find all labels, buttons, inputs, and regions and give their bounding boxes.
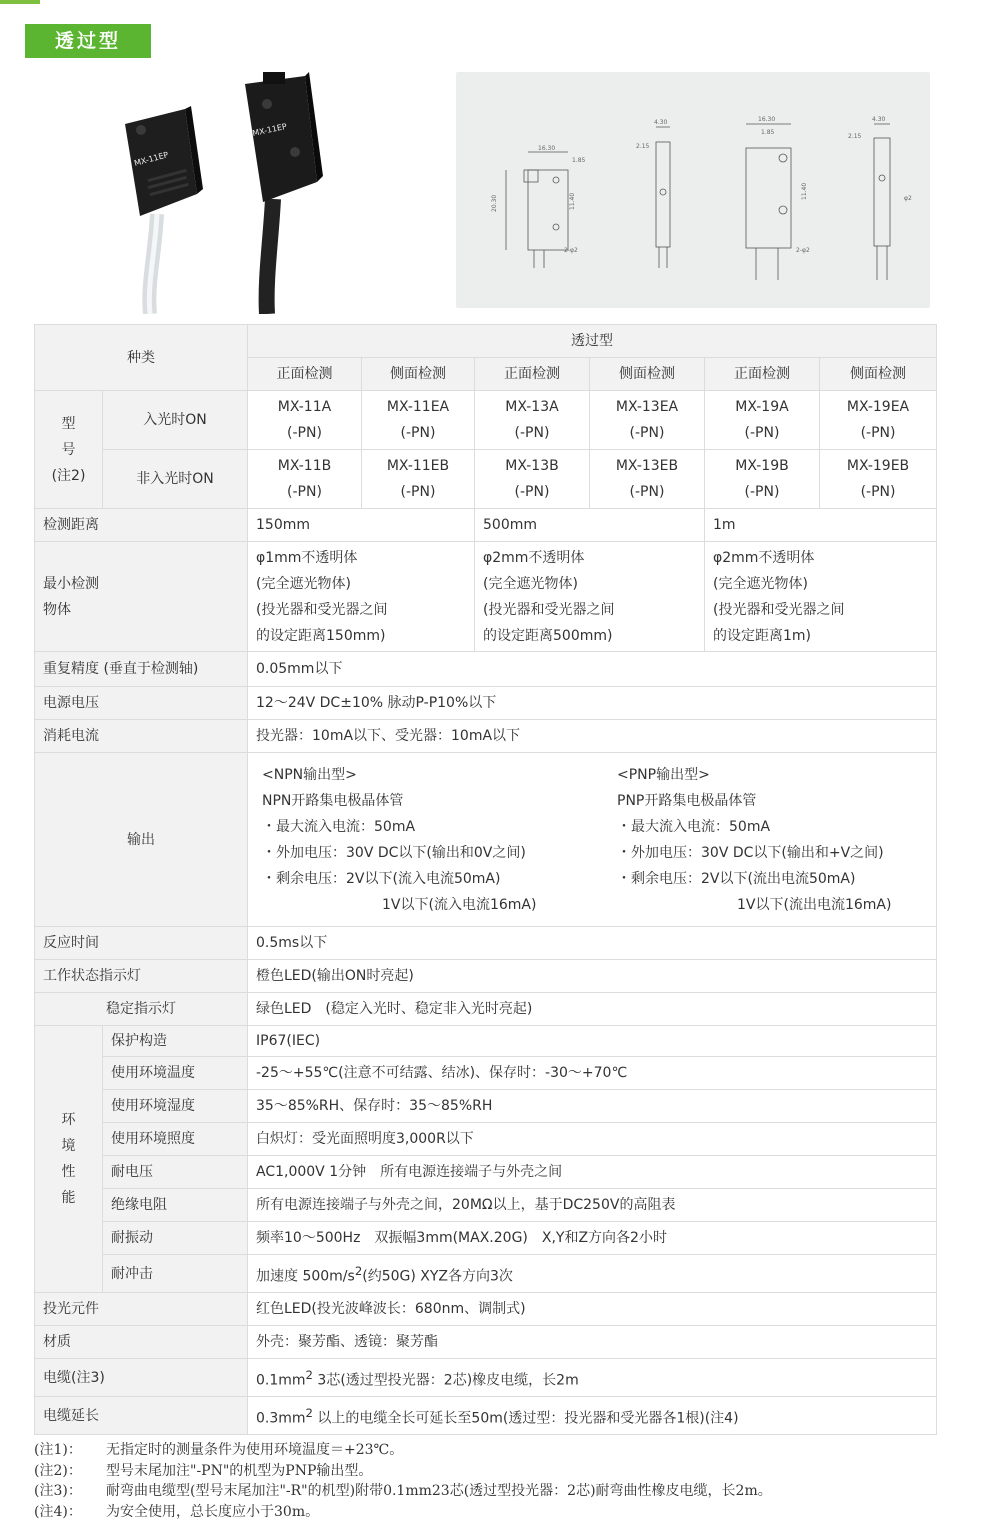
svg-text:2-φ2: 2-φ2 (796, 247, 810, 254)
cable-ext-value: $0.3mm^2$ 以上的电缆全长可延长至50m(透过型：投光器和受光器各1根)(注4) (248, 1397, 937, 1435)
light-on-label: 入光时ON (103, 391, 248, 450)
env-row-label: 耐振动 (103, 1222, 248, 1255)
material-value: 外壳：聚芳酯、透镜：聚芳酯 (248, 1326, 937, 1359)
env-row-value: AC1,000V 1分钟 所有电源连接端子与外壳之间 (248, 1156, 937, 1189)
right-cable (267, 199, 273, 314)
sub-header: 正面检测 (475, 358, 590, 391)
sub-header: 正面检测 (248, 358, 362, 391)
env-row-label: 使用环境温度 (103, 1057, 248, 1090)
right-sensor-body (245, 76, 317, 202)
model-cell: MX-13EA (-PN) (590, 391, 705, 450)
model-cell: MX-13B (-PN) (475, 450, 590, 509)
top-accent-line (0, 0, 40, 4)
model-cell: MX-19EB (-PN) (820, 450, 937, 509)
dark-on-label: 非入光时ON (103, 450, 248, 509)
min-object-value: φ1mm不透明体 (完全遮光物体) (投光器和受光器之间 的设定距离150mm) (248, 542, 475, 652)
shock-label: 耐冲击 (103, 1255, 248, 1293)
shock-value: 加速度 $500m/s^2$(约50G) XYZ各方向3次 (248, 1255, 937, 1293)
sub-header: 侧面检测 (590, 358, 705, 391)
footnote: (注2)： 型号末尾加注"-PN"的机型为PNP输出型。 (34, 1462, 373, 1479)
drawing-1 (491, 145, 586, 268)
env-row-value: -25～+55℃(注意不可结露、结冰)、保存时：-30～+70℃ (248, 1057, 937, 1090)
env-label: 环 境 性 能 (35, 1026, 103, 1293)
drawing-2 (636, 119, 670, 268)
svg-text:1.85: 1.85 (572, 157, 586, 164)
svg-text:1.85: 1.85 (761, 129, 775, 136)
svg-text:4.30: 4.30 (654, 119, 668, 126)
svg-text:2-φ2: 2-φ2 (564, 247, 578, 254)
type-group-header: 透过型 (248, 325, 937, 358)
dimension-drawing-panel (456, 72, 930, 308)
left-sensor-label: MX-11EP (133, 150, 170, 168)
model-cell: MX-19A (-PN) (705, 391, 820, 450)
min-object-value: φ2mm不透明体 (完全遮光物体) (投光器和受光器之间 的设定距离1m) (705, 542, 937, 652)
footnotes (34, 1440, 954, 1522)
right-sensor-label: MX-11EP (251, 121, 288, 138)
svg-text:20.30: 20.30 (491, 194, 498, 212)
env-row-value: 白炽灯：受光面照明度3,000R以下 (248, 1123, 937, 1156)
emitter-label: 投光元件 (35, 1293, 248, 1326)
min-object-value: φ2mm不透明体 (完全遮光物体) (投光器和受光器之间 的设定距离500mm) (475, 542, 705, 652)
response-value: 0.5ms以下 (248, 927, 937, 960)
current-value: 投光器：10mA以下、受光器：10mA以下 (248, 720, 937, 753)
power-value: 12～24V DC±10% 脉动P-P10%以下 (248, 687, 937, 720)
output-value (248, 753, 937, 927)
svg-text:4.30: 4.30 (872, 116, 886, 123)
distance-value: 500mm (475, 509, 705, 542)
product-photo (95, 64, 345, 314)
footnote: (注1)： 无指定时的测量条件为使用环境温度＝+23℃。 (34, 1442, 404, 1458)
env-row-value: 35～85%RH、保存时：35～85%RH (248, 1090, 937, 1123)
model-cell: MX-19EA (-PN) (820, 391, 937, 450)
svg-text:2.15: 2.15 (848, 133, 862, 140)
repeat-label: 重复精度 (垂直于检测轴) (35, 652, 248, 687)
model-cell: MX-11EA (-PN) (362, 391, 475, 450)
stable-led-label: 稳定指示灯 (35, 993, 248, 1026)
distance-label: 检测距离 (35, 509, 248, 542)
env-row-value: 频率10～500Hz 双振幅3mm(MAX.20G) X,Y和Z方向各2小时 (248, 1222, 937, 1255)
repeat-value: 0.05mm以下 (248, 652, 937, 687)
cable-label: 电缆(注3) (35, 1359, 248, 1397)
status-led-value: 橙色LED(输出ON时亮起) (248, 960, 937, 993)
svg-text:11.40: 11.40 (801, 182, 808, 200)
min-object-label: 最小检测 物体 (35, 542, 248, 652)
env-row-label: 使用环境照度 (103, 1123, 248, 1156)
svg-text:φ2: φ2 (904, 195, 912, 202)
section-badge: 透过型 (25, 24, 151, 58)
cable-value: $0.1mm^2$ 3芯(透过型投光器：2芯)橡皮电缆，长2m (248, 1359, 937, 1397)
npn-output-block: <NPN输出型> NPN开路集电极晶体管 ・最大流入电流：50mA ・外加电压：30V DC以下(输出和0V之间) ・剩余电压：2V以下(流入电流50mA) 1V以下(流入电流16mA) (262, 766, 537, 913)
footnote: (注3)： 耐弯曲电缆型(型号末尾加注"-R"的机型)附带0.1mm23芯(透过型投光器：2芯)耐弯曲性橡皮电缆，长2m。 (34, 1483, 772, 1499)
model-cell: MX-13EB (-PN) (590, 450, 705, 509)
distance-value: 150mm (248, 509, 475, 542)
emitter-value: 红色LED(投光波峰波长：680nm、调制式) (248, 1293, 937, 1326)
env-row-value: 所有电源连接端子与外壳之间，20MΩ以上，基于DC250V的高阻表 (248, 1189, 937, 1222)
current-label: 消耗电流 (35, 720, 248, 753)
sub-header: 侧面检测 (362, 358, 475, 391)
power-label: 电源电压 (35, 687, 248, 720)
svg-text:16.30: 16.30 (758, 116, 776, 123)
response-label: 反应时间 (35, 927, 248, 960)
status-led-label: 工作状态指示灯 (35, 960, 248, 993)
model-cell: MX-11A (-PN) (248, 391, 362, 450)
svg-text:2.15: 2.15 (636, 143, 650, 150)
svg-text:11.40: 11.40 (569, 192, 576, 210)
model-cell: MX-13A (-PN) (475, 391, 590, 450)
drawing-4 (848, 116, 912, 280)
output-label: 输出 (35, 753, 248, 927)
model-cell: MX-19B (-PN) (705, 450, 820, 509)
model-cell: MX-11EB (-PN) (362, 450, 475, 509)
material-label: 材质 (35, 1326, 248, 1359)
distance-value: 1m (705, 509, 937, 542)
stable-led-value: 绿色LED (稳定入光时、稳定非入光时亮起) (248, 993, 937, 1026)
footnote: (注4)： 为安全使用，总长度应小于30m。 (34, 1503, 320, 1520)
model-label: 型 号 (注2) (35, 391, 103, 509)
spec-table (34, 324, 937, 1435)
sub-header: 侧面检测 (820, 358, 937, 391)
drawing-3 (746, 116, 810, 280)
pnp-output-block: <PNP输出型> PNP开路集电极晶体管 ・最大流入电流：50mA ・外加电压：30V DC以下(输出和+V之间) ・剩余电压：2V以下(流出电流50mA) 1V以下(流出电流16mA) (617, 766, 892, 913)
env-row-label: 使用环境湿度 (103, 1090, 248, 1123)
model-cell: MX-11B (-PN) (248, 450, 362, 509)
env-row-value: IP67(IEC) (248, 1026, 937, 1057)
env-row-label: 耐电压 (103, 1156, 248, 1189)
svg-text:16.30: 16.30 (538, 145, 556, 152)
kind-header: 种类 (35, 325, 248, 391)
sub-header: 正面检测 (705, 358, 820, 391)
env-row-label: 绝缘电阻 (103, 1189, 248, 1222)
cable-ext-label: 电缆延长 (35, 1397, 248, 1435)
env-row-label: 保护构造 (103, 1026, 248, 1057)
